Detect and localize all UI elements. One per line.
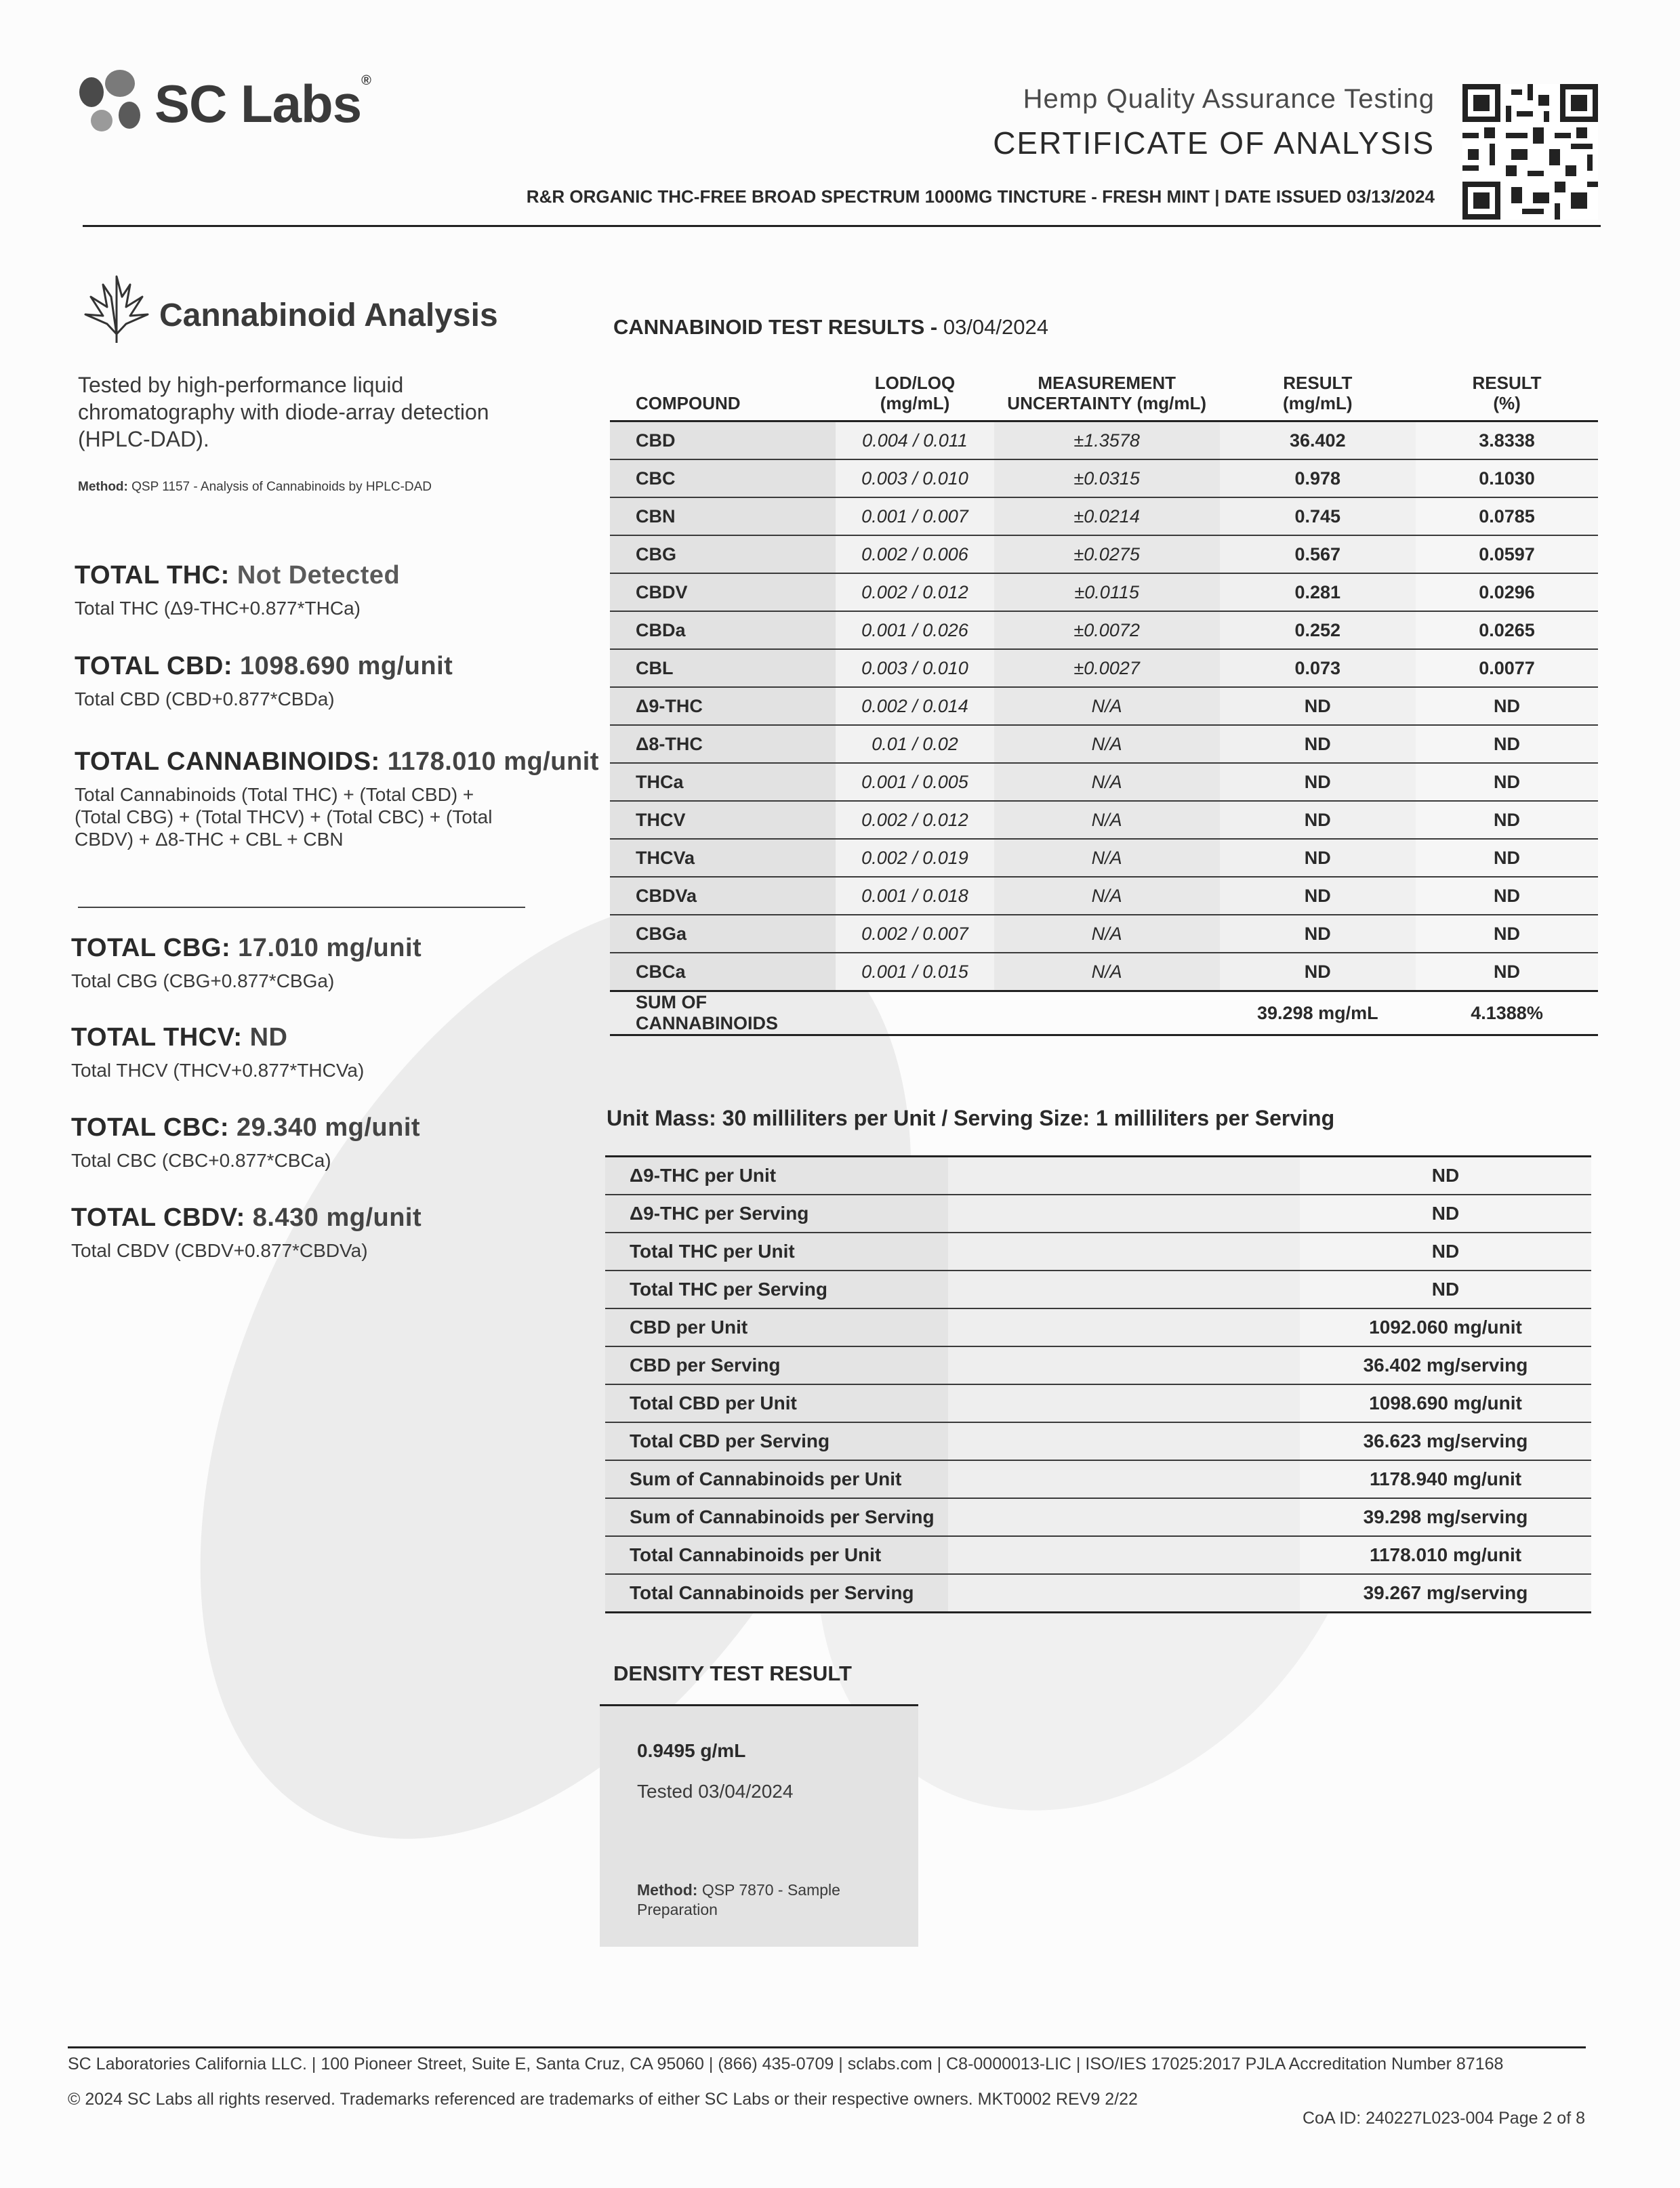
unit-row-label: Total Cannabinoids per Serving: [605, 1574, 948, 1613]
analysis-method: Method: QSP 1157 - Analysis of Cannabinoids by HPLC-DAD: [78, 480, 432, 494]
table-cell: ND: [1220, 725, 1416, 763]
unit-row: [605, 1195, 1591, 1233]
table-row: [610, 421, 1598, 460]
product-line: R&R ORGANIC THC-FREE BROAD SPECTRUM 1000MG TINCTURE - FRESH MINT | DATE ISSUED 03/13/2024: [526, 186, 1435, 207]
unit-row-spacer: [948, 1460, 1300, 1498]
sum-cell: [836, 991, 994, 1035]
density-value: 0.9495 g/mL: [637, 1740, 746, 1761]
table-cell: 0.003 / 0.010: [836, 649, 994, 687]
sum-cell: [994, 991, 1220, 1035]
unit-row-label: Total CBD per Unit: [605, 1384, 948, 1422]
table-row: [610, 763, 1598, 801]
table-cell: ND: [1416, 725, 1598, 763]
unit-row: [605, 1422, 1591, 1460]
unit-row-label: CBD per Serving: [605, 1346, 948, 1384]
left-divider: [78, 907, 525, 908]
table-cell: 0.567: [1220, 535, 1416, 573]
table-cell: 0.978: [1220, 459, 1416, 497]
unit-row-value: 1178.010 mg/unit: [1300, 1536, 1591, 1574]
table-cell: ±0.0315: [994, 459, 1220, 497]
table-cell: 0.001 / 0.007: [836, 497, 994, 535]
unit-row: [605, 1233, 1591, 1271]
sum-row: [610, 991, 1598, 1035]
density-tested-date: Tested 03/04/2024: [637, 1781, 794, 1802]
table-cell: N/A: [994, 687, 1220, 725]
unit-row-spacer: [948, 1195, 1300, 1233]
unit-row-value: 1092.060 mg/unit: [1300, 1308, 1591, 1346]
total-cannabinoids: TOTAL CANNABINOIDS: 1178.010 mg/unit Total Cannabinoids (Total THC) + (Total CBD) + (Total CBG) + (Total THCV) + (Total CBC) + (Total CBDV) + Δ8-THC + CBL + CBN: [75, 747, 599, 850]
unit-row-value: 1098.690 mg/unit: [1300, 1384, 1591, 1422]
unit-row: [605, 1498, 1591, 1536]
page-title: CERTIFICATE OF ANALYSIS: [993, 125, 1435, 161]
unit-row: [605, 1271, 1591, 1308]
table-cell: N/A: [994, 877, 1220, 915]
table-cell: ND: [1220, 877, 1416, 915]
column-header: RESULT (%): [1416, 373, 1598, 421]
unit-row-spacer: [948, 1498, 1300, 1536]
table-cell: 0.002 / 0.014: [836, 687, 994, 725]
table-cell: 0.0597: [1416, 535, 1598, 573]
density-title: DENSITY TEST RESULT: [613, 1661, 852, 1685]
unit-row-label: Total CBD per Serving: [605, 1422, 948, 1460]
table-row: [610, 953, 1598, 991]
table-cell: 0.001 / 0.015: [836, 953, 994, 991]
table-cell: ND: [1220, 953, 1416, 991]
table-cell: 0.002 / 0.019: [836, 839, 994, 877]
unit-row-value: ND: [1300, 1157, 1591, 1195]
analysis-title: Cannabinoid Analysis: [159, 297, 498, 333]
table-cell: CBN: [610, 497, 836, 535]
table-row: [610, 611, 1598, 649]
unit-row: [605, 1460, 1591, 1498]
table-cell: CBGa: [610, 915, 836, 953]
unit-row-value: 1178.940 mg/unit: [1300, 1460, 1591, 1498]
table-row: [610, 877, 1598, 915]
table-cell: ND: [1220, 763, 1416, 801]
table-cell: 0.745: [1220, 497, 1416, 535]
unit-row-label: Total THC per Serving: [605, 1271, 948, 1308]
total-cbdv: TOTAL CBDV: 8.430 mg/unit Total CBDV (CBDV+0.877*CBDVa): [71, 1203, 422, 1261]
table-row: [610, 535, 1598, 573]
table-cell: 0.001 / 0.005: [836, 763, 994, 801]
table-cell: ND: [1220, 687, 1416, 725]
table-cell: CBCa: [610, 953, 836, 991]
sum-cell: 4.1388%: [1416, 991, 1598, 1035]
table-cell: ND: [1416, 839, 1598, 877]
unit-row-spacer: [948, 1422, 1300, 1460]
table-cell: N/A: [994, 915, 1220, 953]
table-cell: ND: [1416, 763, 1598, 801]
table-cell: 0.002 / 0.012: [836, 573, 994, 611]
table-cell: N/A: [994, 953, 1220, 991]
unit-title: Unit Mass: 30 milliliters per Unit / Serving Size: 1 milliliters per Serving: [607, 1106, 1335, 1130]
table-cell: ±0.0072: [994, 611, 1220, 649]
unit-row-spacer: [948, 1157, 1300, 1195]
table-cell: Δ8-THC: [610, 725, 836, 763]
header-subtitle: Hemp Quality Assurance Testing: [1023, 84, 1435, 114]
table-cell: 0.1030: [1416, 459, 1598, 497]
table-cell: ND: [1416, 801, 1598, 839]
unit-row-value: 39.298 mg/serving: [1300, 1498, 1591, 1536]
table-row: [610, 573, 1598, 611]
footer-address: SC Laboratories California LLC. | 100 Pioneer Street, Suite E, Santa Cruz, CA 95060 | (866) 435-0709 | sclabs.com | C8-0000013-LIC | ISO/IES 17025:2017 PJLA Accreditation Number 87168: [68, 2055, 1504, 2073]
header-divider: [83, 225, 1601, 227]
unit-row-spacer: [948, 1384, 1300, 1422]
unit-row-label: CBD per Unit: [605, 1308, 948, 1346]
table-cell: CBDV: [610, 573, 836, 611]
unit-row-spacer: [948, 1271, 1300, 1308]
table-cell: 0.004 / 0.011: [836, 421, 994, 460]
table-cell: 0.01 / 0.02: [836, 725, 994, 763]
table-cell: ND: [1416, 687, 1598, 725]
column-header: RESULT (mg/mL): [1220, 373, 1416, 421]
unit-row-value: 36.402 mg/serving: [1300, 1346, 1591, 1384]
results-title: CANNABINOID TEST RESULTS - 03/04/2024: [613, 315, 1048, 339]
table-cell: ND: [1220, 839, 1416, 877]
sum-cell: SUM OF CANNABINOIDS: [610, 991, 836, 1035]
unit-row-spacer: [948, 1308, 1300, 1346]
unit-row-value: ND: [1300, 1233, 1591, 1271]
table-cell: 3.8338: [1416, 421, 1598, 460]
table-cell: 0.003 / 0.010: [836, 459, 994, 497]
unit-row-spacer: [948, 1536, 1300, 1574]
table-cell: N/A: [994, 839, 1220, 877]
sum-cell: 39.298 mg/mL: [1220, 991, 1416, 1035]
footer-copyright: © 2024 SC Labs all rights reserved. Trademarks referenced are trademarks of either SC Labs or their respective owners. MKT0002 REV9 2/22: [68, 2090, 1138, 2109]
table-row: [610, 915, 1598, 953]
total-cbd: TOTAL CBD: 1098.690 mg/unit Total CBD (CBD+0.877*CBDa): [75, 652, 453, 709]
unit-row-value: 36.623 mg/serving: [1300, 1422, 1591, 1460]
table-cell: ±1.3578: [994, 421, 1220, 460]
table-cell: N/A: [994, 725, 1220, 763]
total-cbg: TOTAL CBG: 17.010 mg/unit Total CBG (CBG+0.877*CBGa): [71, 934, 422, 991]
table-cell: ND: [1416, 953, 1598, 991]
unit-row: [605, 1574, 1591, 1613]
table-cell: ±0.0115: [994, 573, 1220, 611]
table-cell: 0.0077: [1416, 649, 1598, 687]
column-header: COMPOUND: [610, 373, 836, 421]
table-cell: 0.073: [1220, 649, 1416, 687]
unit-row-spacer: [948, 1574, 1300, 1613]
table-cell: N/A: [994, 763, 1220, 801]
unit-row-spacer: [948, 1346, 1300, 1384]
table-cell: 0.002 / 0.012: [836, 801, 994, 839]
table-cell: ±0.0214: [994, 497, 1220, 535]
cannabinoid-results-table: [610, 373, 1598, 1036]
unit-row-label: Total Cannabinoids per Unit: [605, 1536, 948, 1574]
table-cell: Δ9-THC: [610, 687, 836, 725]
analysis-description: Tested by high-performance liquid chromatography with diode-array detection (HPLC-DAD).: [78, 373, 489, 451]
table-cell: ND: [1220, 915, 1416, 953]
table-cell: 0.0785: [1416, 497, 1598, 535]
unit-row-label: Sum of Cannabinoids per Serving: [605, 1498, 948, 1536]
table-row: [610, 687, 1598, 725]
table-cell: N/A: [994, 801, 1220, 839]
table-cell: 0.002 / 0.007: [836, 915, 994, 953]
table-cell: THCa: [610, 763, 836, 801]
table-cell: ±0.0275: [994, 535, 1220, 573]
table-row: [610, 497, 1598, 535]
table-cell: CBG: [610, 535, 836, 573]
total-thc: TOTAL THC: Not Detected Total THC (Δ9-THC+0.877*THCa): [75, 561, 401, 619]
unit-row-label: Δ9-THC per Unit: [605, 1157, 948, 1195]
unit-row: [605, 1384, 1591, 1422]
sc-labs-logo-icon: [71, 66, 146, 141]
table-cell: ND: [1416, 877, 1598, 915]
table-cell: CBDVa: [610, 877, 836, 915]
unit-row-label: Total THC per Unit: [605, 1233, 948, 1271]
table-cell: 0.001 / 0.018: [836, 877, 994, 915]
table-cell: ±0.0027: [994, 649, 1220, 687]
table-cell: 0.001 / 0.026: [836, 611, 994, 649]
footer-coa-id: CoA ID: 240227L023-004 Page 2 of 8: [1303, 2109, 1585, 2128]
table-cell: 0.281: [1220, 573, 1416, 611]
table-cell: 0.0296: [1416, 573, 1598, 611]
table-cell: 0.002 / 0.006: [836, 535, 994, 573]
table-cell: ND: [1416, 915, 1598, 953]
table-cell: THCV: [610, 801, 836, 839]
unit-row-value: 39.267 mg/serving: [1300, 1574, 1591, 1613]
unit-row-value: ND: [1300, 1271, 1591, 1308]
total-thcv: TOTAL THCV: ND Total THCV (THCV+0.877*THCVa): [71, 1023, 365, 1081]
brand-name: SC Labs®: [155, 73, 371, 133]
column-header: LOD/LOQ (mg/mL): [836, 373, 994, 421]
unit-serving-table: [605, 1155, 1591, 1613]
footer-divider: [68, 2046, 1586, 2048]
column-header: MEASUREMENT UNCERTAINTY (mg/mL): [994, 373, 1220, 421]
total-cbc: TOTAL CBC: 29.340 mg/unit Total CBC (CBC+0.877*CBCa): [71, 1113, 421, 1171]
table-cell: 36.402: [1220, 421, 1416, 460]
table-cell: 0.0265: [1416, 611, 1598, 649]
unit-row: [605, 1157, 1591, 1195]
table-row: [610, 725, 1598, 763]
unit-row-spacer: [948, 1233, 1300, 1271]
table-cell: 0.252: [1220, 611, 1416, 649]
table-cell: CBDa: [610, 611, 836, 649]
table-cell: ND: [1220, 801, 1416, 839]
unit-row: [605, 1346, 1591, 1384]
unit-row: [605, 1536, 1591, 1574]
table-row: [610, 839, 1598, 877]
unit-row-label: Δ9-THC per Serving: [605, 1195, 948, 1233]
table-cell: THCVa: [610, 839, 836, 877]
table-cell: CBL: [610, 649, 836, 687]
table-row: [610, 801, 1598, 839]
table-row: [610, 649, 1598, 687]
table-cell: CBD: [610, 421, 836, 460]
unit-row-label: Sum of Cannabinoids per Unit: [605, 1460, 948, 1498]
unit-row-value: ND: [1300, 1195, 1591, 1233]
table-row: [610, 459, 1598, 497]
table-cell: CBC: [610, 459, 836, 497]
cannabis-leaf-icon: [83, 270, 150, 344]
qr-code-icon[interactable]: [1462, 84, 1598, 220]
density-method: Method: QSP 7870 - Sample Preparation: [637, 1881, 840, 1918]
unit-row: [605, 1308, 1591, 1346]
